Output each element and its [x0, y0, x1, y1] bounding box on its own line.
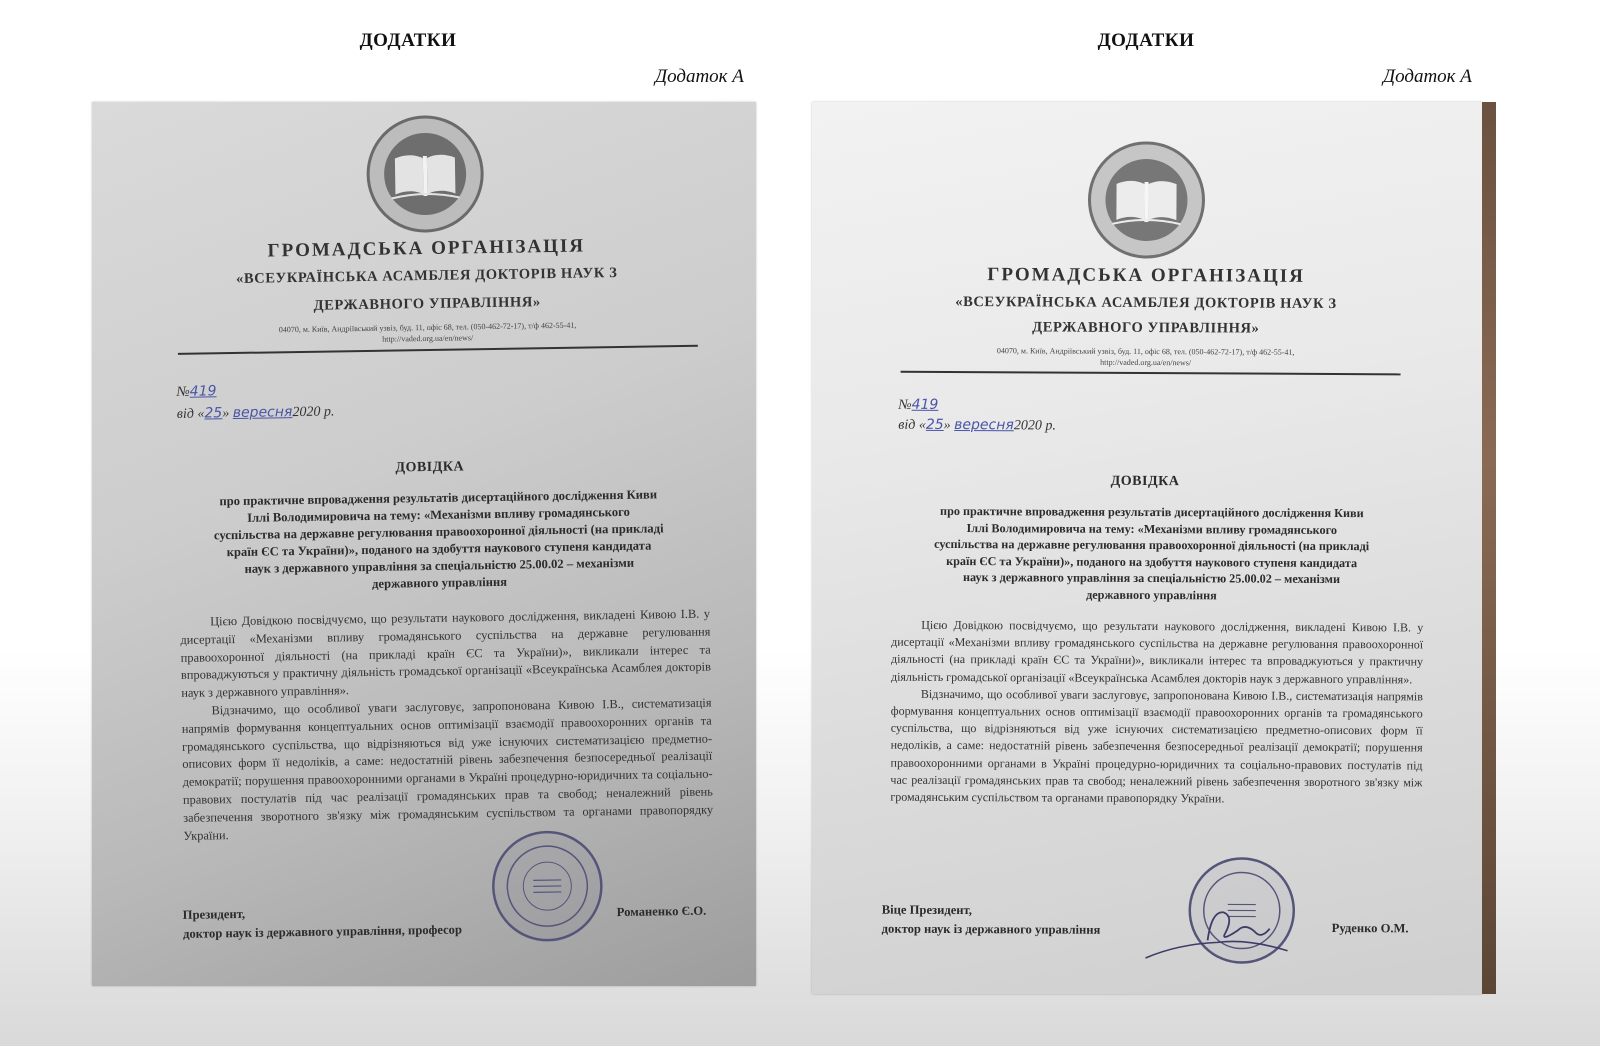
official-seal-stamp: [488, 827, 606, 945]
date-month-handwritten: вересня: [232, 404, 293, 422]
org-name-line3: ДЕРЖАВНОГО УПРАВЛІННЯ»: [1032, 319, 1260, 337]
document-title: ДОВІДКА: [395, 459, 465, 476]
left-appendix-label: Додаток А: [655, 66, 744, 87]
date-separator: »: [222, 406, 233, 422]
org-website: http://vaded.org.ua/en/news/: [382, 333, 474, 344]
letterhead-divider: [901, 371, 1401, 376]
subject-line: про практичне впровадження результатів дисертаційного дослідження Киви: [940, 503, 1364, 521]
right-appendix-label: Додаток А: [1383, 66, 1472, 87]
subject-line: Іллі Володимировича на тему: «Механізми впливу громадянського: [247, 504, 630, 525]
signer-degree: доктор наук із державного управління: [881, 921, 1101, 937]
org-address: [812, 344, 1481, 370]
org-name-line1: ГРОМАДСЬКА ОРГАНІЗАЦІЯ: [267, 235, 586, 262]
subject-line: державного управління: [1086, 587, 1217, 603]
subject-line: суспільства на державне регулювання правоохоронної діяльності (на прикладі: [213, 521, 664, 543]
right-document-photo: [812, 102, 1482, 994]
document-date: [177, 403, 335, 422]
signer-name: Руденко О.М.: [1331, 920, 1409, 936]
document-subject: [871, 503, 1432, 605]
handwritten-signature: [1137, 892, 1307, 973]
number-prefix: №: [898, 397, 912, 413]
date-prefix: від «: [176, 406, 205, 422]
number-handwritten: 419: [189, 383, 217, 400]
organization-logo-emblem: [1086, 140, 1207, 261]
org-website: http://vaded.org.ua/en/news/: [1100, 357, 1192, 368]
org-name-line1: ГРОМАДСЬКА ОРГАНІЗАЦІЯ: [987, 264, 1305, 287]
subject-line: наук з державного управління за спеціальністю 25.00.02 – механізми: [244, 555, 635, 576]
signer-degree: доктор наук із державного управління, професор: [182, 922, 463, 941]
subject-line: країн ЄС та України)», поданого на здобуття наукового ступеня кандидата: [226, 538, 652, 560]
signer-name: Романенко Є.О.: [616, 903, 707, 920]
left-document-photo: [92, 102, 756, 986]
document-subject: [158, 485, 720, 596]
date-day-handwritten: 25: [925, 416, 944, 433]
number-handwritten: 419: [911, 396, 939, 413]
body-paragraph-2: Відзначимо, що особливої уваги заслуговує, запропонована Кивою І.В., систематизація напрямів формування концептуальних основ оптимізації взаємодії правоохоронних органів та громадянського суспільства, що відрізняються від уже існуючих систематизацією предметно-описових форм її недоліків, а саме: недостатній рівень забезпечення безпосередньої реалізації демократії; порушення правоохоронними органами в Україні процедурно-юридичних та соціально-правових постулатів під час реалізації громадянських прав та свобод; неналежний рівень забезпечення зворотного зв'язку між громадянським суспільством та органами правопорядку України.: [890, 686, 1423, 806]
subject-line: суспільства на державне регулювання правоохоронної діяльності (на прикладі: [934, 537, 1370, 554]
number-prefix: №: [176, 384, 190, 400]
subject-line: країн ЄС та України)», поданого на здобуття наукового ступеня кандидата: [946, 553, 1358, 570]
table-edge-background: [1482, 102, 1496, 994]
right-page-heading: ДОДАТКИ: [1097, 30, 1195, 51]
signer-position: Президент,: [182, 906, 246, 922]
date-day-handwritten: 25: [204, 405, 223, 422]
signer-title: [882, 901, 1101, 940]
subject-line: про практичне впровадження результатів дисертаційного дослідження Киви: [219, 487, 658, 509]
signer-position: Віце Президент,: [881, 902, 973, 918]
org-address-line1: 04070, м. Київ, Андріївський узвіз, буд. 11, офіс 68, тел. (050-462-72-17), т/ф 462-55-41,: [996, 346, 1295, 357]
signer-title: [183, 902, 462, 944]
document-date: [898, 417, 1056, 435]
document-number: [176, 383, 216, 401]
org-name-line3: ДЕРЖАВНОГО УПРАВЛІННЯ»: [313, 294, 541, 314]
date-separator: »: [943, 417, 955, 433]
document-body: [890, 617, 1423, 809]
document-number: [898, 397, 938, 414]
org-address-line1: 04070, м. Київ, Андріївський узвіз, буд. 11, офіс 68, тел. (050-462-72-17), т/ф 462-55-41,: [278, 320, 577, 335]
org-name-line2: «ВСЕУКРАЇНСЬКА АСАМБЛЕЯ ДОКТОРІВ НАУК З: [955, 293, 1337, 312]
body-paragraph-1: Цією Довідкою посвідчуємо, що результати наукового дослідження, викладені Кивою І.В. у дисертації «Механізми впливу громадянського суспільства на державне регулювання правоохоронної діяльності (на прикладі країн ЄС та України)», викликали інтерес та впроваджуються у практичну діяльність громадської організації «Всеукраїнська Асамблея докторів наук з державного управління».: [180, 606, 712, 701]
org-name-line2: «ВСЕУКРАЇНСЬКА АСАМБЛЕЯ ДОКТОРІВ НАУК З: [235, 264, 618, 287]
subject-line: Іллі Володимировича на тему: «Механізми впливу громадянського: [966, 520, 1337, 537]
date-year: 2020 р.: [1013, 418, 1056, 434]
org-address: [95, 317, 756, 349]
document-title: ДОВІДКА: [1110, 473, 1180, 490]
date-month-handwritten: вересня: [954, 416, 1014, 434]
subject-line: державного управління: [371, 574, 508, 591]
body-paragraph-2: Відзначимо, що особливої уваги заслуговує, запропонована Кивою І.В., систематизація напрямів формування концептуальних основ оптимізації взаємодії правоохоронних органів та громадянського суспільства, що відрізняються від уже існуючих систематизацією предметно-описових форм її недоліків, а саме: недостатній рівень забезпечення безпосередньої реалізації демократії; порушення правоохоронними органами в Україні процедурно-юридичних та соціально-правових постулатів під час реалізації громадянських прав та свобод; неналежний рівень забезпечення зворотного зв'язку між громадянським суспільством та органами правопорядку України.: [181, 695, 714, 843]
organization-logo-emblem: [364, 113, 486, 235]
date-prefix: від «: [898, 417, 926, 433]
date-year: 2020 р.: [292, 404, 335, 421]
body-paragraph-1: Цією Довідкою посвідчуємо, що результати наукового дослідження, викладені Кивою І.В. у дисертації «Механізми впливу громадянського суспільства на державне регулювання правоохоронної діяльності (на прикладі країн ЄС та України)», викликали інтерес та впроваджуються у практичну діяльність громадської організації «Всеукраїнська Асамблея докторів наук з державного управління».: [890, 617, 1424, 687]
subject-line: наук з державного управління за спеціальністю 25.00.02 – механізми: [962, 570, 1341, 587]
left-page-heading: ДОДАТКИ: [359, 30, 457, 51]
document-body: [180, 606, 714, 846]
